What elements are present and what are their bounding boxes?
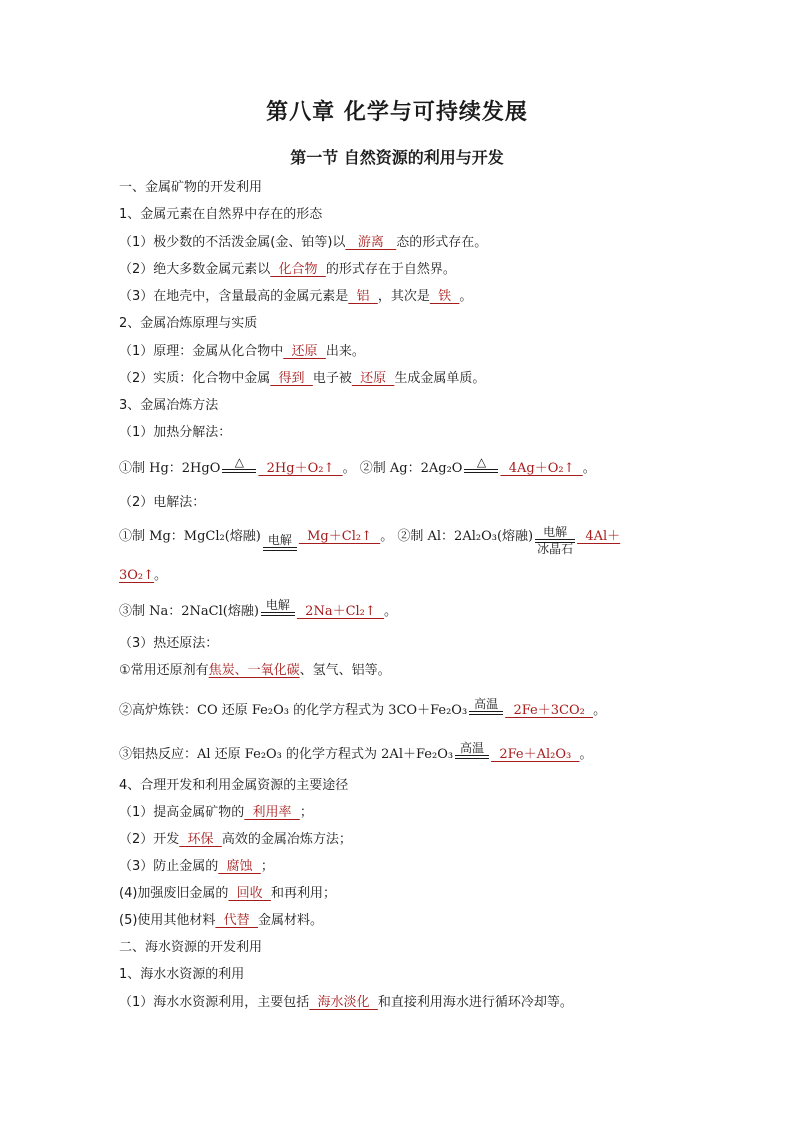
- answer-replace: 代替: [215, 913, 258, 928]
- heading-metal-minerals: 一、金属矿物的开发利用: [119, 180, 263, 195]
- chapter-title: 第八章 化学与可持续发展: [266, 99, 528, 125]
- heading-smelting-principle: 2、金属冶炼原理与实质: [119, 316, 258, 331]
- heading-seawater-use: 1、海水水资源的利用: [119, 967, 245, 982]
- answer-ag-products: 4Ag＋O₂↑: [500, 461, 583, 476]
- answer-free: 游离: [345, 235, 397, 250]
- condition-heat-2: △: [464, 456, 498, 478]
- line-compound-state: （2）绝大多数金属元素以 化合物 的形式存在于自然界。: [119, 262, 456, 277]
- line-seawater-use: （1）海水水资源利用，主要包括 海水淡化 和直接利用海水进行循环冷却等。: [119, 995, 573, 1010]
- heading-seawater: 二、海水资源的开发利用: [119, 940, 263, 955]
- condition-electrolysis-1: 电解: [263, 534, 297, 556]
- answer-reduce-2: 还原: [351, 371, 395, 386]
- heading-resource-paths: 4、合理开发和利用金属资源的主要途径: [119, 778, 349, 793]
- line-path-2: （2）开发 环保 高效的金属冶炼方法；: [119, 832, 352, 847]
- equation-al-continued: 3O₂↑。: [119, 568, 168, 583]
- line-path-4: (4)加强废旧金属的 回收 和再利用；: [119, 886, 336, 901]
- line-principle: （1）原理：金属从化合物中 还原 出来。: [119, 344, 365, 359]
- answer-blast-furnace-products: 2Fe＋3CO₂: [505, 703, 594, 718]
- answer-utilization: 利用率: [244, 805, 300, 820]
- condition-electrolysis-cryolite: 电解 冰晶石: [537, 525, 574, 556]
- heading-metal-forms: 1、金属元素在自然界中存在的形态: [119, 207, 323, 222]
- equation-hg-ag: ①制 Hg：2HgO △ 2Hg＋O₂↑ 。 ②制 Ag：2Ag₂O △ 4Ag＋O₂↑ 。: [119, 455, 596, 476]
- condition-high-temp-2: 高温: [455, 742, 489, 764]
- answer-reduce-1: 还原: [283, 344, 326, 359]
- answer-eco: 环保: [179, 832, 222, 847]
- equation-na: ③制 Na：2NaCl(熔融) 电解 2Na＋Cl₂↑ 。: [119, 598, 398, 619]
- line-essence: （2）实质：化合物中金属 得到 电子被 还原 生成金属单质。: [119, 371, 486, 386]
- answer-al-products: 4Al＋: [577, 529, 621, 544]
- answer-compound: 化合物: [270, 262, 326, 277]
- answer-corrosion: 腐蚀: [218, 859, 261, 874]
- line-free-state: （1）极少数的不活泼金属(金、铂等)以 游离 态的形式存在。: [119, 235, 488, 250]
- condition-high-temp-1: 高温: [469, 698, 503, 720]
- condition-heat-1: △: [222, 456, 256, 478]
- answer-aluminum: 铝: [348, 289, 378, 304]
- line-path-1: （1）提高金属矿物的 利用率 ；: [119, 805, 313, 820]
- equation-blast-furnace: ②高炉炼铁：CO 还原 Fe₂O₃ 的化学方程式为 3CO＋Fe₂O₃ 高温 2Fe＋3CO₂ 。: [119, 697, 607, 718]
- answer-al-products-cont: 3O₂↑: [119, 568, 155, 583]
- section-title: 第一节 自然资源的利用与开发: [290, 148, 504, 167]
- equation-thermite: ③铝热反应：Al 还原 Fe₂O₃ 的化学方程式为 2Al＋Fe₂O₃ 高温 2Fe＋Al₂O₃ 。: [119, 741, 593, 762]
- method-electrolysis: （2）电解法：: [119, 495, 206, 510]
- answer-reducing-agents: 焦炭、一氧化碳: [208, 663, 300, 678]
- line-path-3: （3）防止金属的 腐蚀 ；: [119, 859, 274, 874]
- equation-mg-al: ①制 Mg：MgCl₂(熔融) 电解 Mg＋Cl₂↑ 。 ②制 Al：2Al₂O₃(熔融) 电解 冰晶石 4Al＋: [119, 525, 621, 556]
- answer-thermite-products: 2Fe＋Al₂O₃: [491, 747, 580, 762]
- answer-recycle: 回收: [228, 886, 271, 901]
- line-path-5: (5)使用其他材料 代替 金属材料。: [119, 913, 323, 928]
- method-thermal-reduction: （3）热还原法：: [119, 636, 219, 651]
- line-abundance: （3）在地壳中，含量最高的金属元素是 铝 ，其次是 铁 。: [119, 289, 473, 304]
- heading-smelting-methods: 3、金属冶炼方法: [119, 398, 219, 413]
- answer-gain: 得到: [270, 371, 313, 386]
- answer-iron: 铁: [429, 289, 460, 304]
- answer-hg-products: 2Hg＋O₂↑: [258, 461, 343, 476]
- line-reducing-agents: ①常用还原剂有焦炭、一氧化碳、氢气、铝等。: [119, 663, 391, 678]
- method-thermal-decomposition: （1）加热分解法：: [119, 425, 232, 440]
- condition-electrolysis-2: 电解: [261, 599, 295, 621]
- answer-mg-products: Mg＋Cl₂↑: [298, 529, 381, 544]
- answer-desalination: 海水淡化: [309, 995, 378, 1010]
- answer-na-products: 2Na＋Cl₂↑: [296, 604, 385, 619]
